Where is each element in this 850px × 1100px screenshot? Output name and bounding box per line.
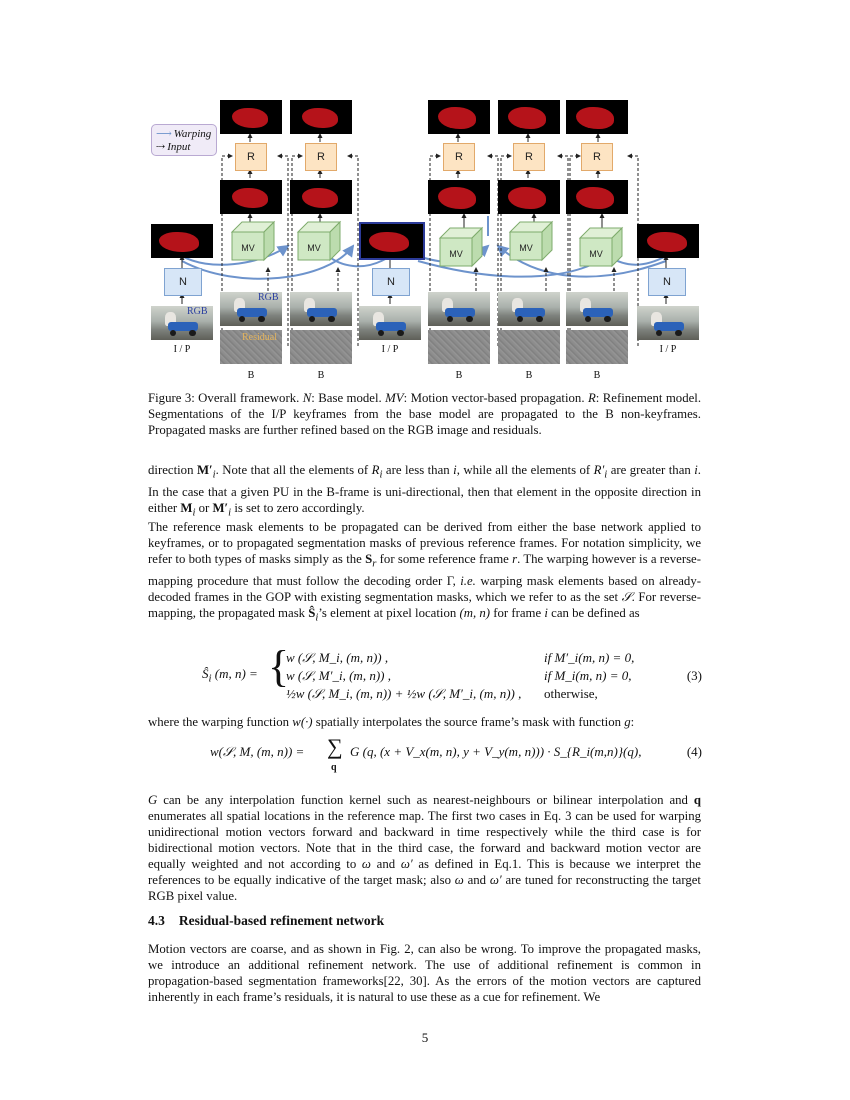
paragraph: direction $M'_i$. Note that all the elements of $R_i$ are less than i, while all the elements of $R'_i$ are greater than i. In the case that a given PU in the B-frame is uni-directional, then that element in the opposite direction in either $M_i$ or $M'_i$ is set to zero accordingly. [148,463,701,519]
paragraph: Motion vectors are coarse, and as shown in Fig. 2, can also be wrong. To improve the propagated masks, we introduce an additional refinement network. The use of additional refinement is common in propagation-based segmentation frameworks[22, 30]. As the errors of the motion vectors are captured inherently in each frame’s residuals, it is natural to use these as a cue for refinement. We [148,942,701,1004]
bframe-label: B [247,370,255,381]
paragraph: G can be any interpolation function kernel such as nearest-neighbours or bilinear interpolation and q enumerates all spatial locations in the reference map. The first two cases in Eq. 3 can be used for warping unidirectional motion vectors forward and backward in time respectively while the third case is for bidirectional motion vectors. Note that in the third case, the forward and backward motion vector are equally weighted and not according to ω and ω′ as defined in Eq.1. This is because we interpret the references to be equally indicative of the target mask; also ω and ω′ are tuned for reconstructing the target RGB pixel value. [148,793,701,903]
bframe-label: B [455,370,463,381]
bframe-rgb-image [498,292,560,326]
propagated-mask [220,180,282,214]
propagated-mask [428,180,490,214]
mv-cube [296,220,342,262]
base-model-box: N [372,268,410,296]
propagated-mask [498,180,560,214]
section-heading: 4.3 Residual-based refinement network [148,913,385,928]
keyframe-rgb-image [637,306,699,340]
mv-cube [578,226,624,268]
refinement-box: R [443,143,475,171]
svg-text:MV: MV [241,243,255,253]
equation-lead-in: where the warping function w(·) spatially interpolates the source frame’s mask with function g: [148,715,635,729]
refined-mask [428,100,490,134]
svg-text:MV: MV [519,243,533,253]
refined-mask [220,100,282,134]
refined-mask [290,100,352,134]
svg-text:MV: MV [449,249,463,259]
bframe-rgb-image [566,292,628,326]
bframe-label: B [317,370,325,381]
refinement-box: R [235,143,267,171]
bframe-rgb-image [290,292,352,326]
keyframe-mask [151,224,213,258]
residual-image [498,330,560,364]
keyframe-label: I / P [659,344,677,355]
propagated-mask [566,180,628,214]
residual-image: Residual [220,330,282,364]
refined-mask [498,100,560,134]
keyframe-rgb-image: RGB [151,306,213,340]
keyframe-label: I / P [381,344,399,355]
keyframe-label: I / P [173,344,191,355]
legend-input: Input [167,140,191,153]
legend-warping: Warping [173,127,212,140]
base-model-box: N [164,268,202,296]
residual-image [428,330,490,364]
refinement-box: R [305,143,337,171]
figure-legend: ⟶ Warping ⇢ Input [151,124,217,156]
keyframe-mask [637,224,699,258]
mv-cube [508,220,554,262]
base-model-box: N [648,268,686,296]
bframe-rgb-image: RGB [220,292,282,326]
refined-mask [566,100,628,134]
residual-image [290,330,352,364]
propagated-mask [290,180,352,214]
keyframe-rgb-image [359,306,421,340]
refinement-box: R [513,143,545,171]
keyframe-mask [359,222,425,260]
paragraph: The reference mask elements to be propagated can be derived from either the base network applied to keyframes, or to propagated segmentation masks of previous reference frames. For notation simplicity, we refer to both types of masks simply as the $S_r$ for some reference frame r. The warping however is a reverse-mapping procedure that must follow the decoding order Γ, i.e. warping mask elements based on already-decoded frames in the GOP with existing segmentation masks, which we refer to as the set 𝒮. For reverse-mapping, the propagated mask $Ŝ_i’s$ element at pixel location (m, n) for frame i can be defined as [148,520,701,624]
bframe-rgb-image [428,292,490,326]
residual-image [566,330,628,364]
bframe-label: B [593,370,601,381]
bframe-label: B [525,370,533,381]
svg-text:MV: MV [307,243,321,253]
figure-caption: Figure 3: Overall framework. N: Base model. MV: Motion vector-based propagation. R: Refinement model. Segmentations of the I/P keyframes from the base model are propagated to the B non-keyframes. Propagated masks are further refined based on the RGB image and residuals. [148,391,702,437]
mv-cube [438,226,484,268]
svg-text:MV: MV [589,249,603,259]
refinement-box: R [581,143,613,171]
page-number: 5 [421,1030,429,1045]
mv-cube [230,220,276,262]
framework-figure [148,96,702,386]
